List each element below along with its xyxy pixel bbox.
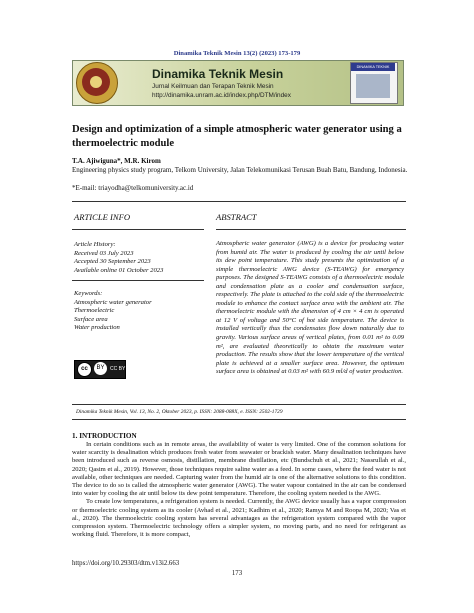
footer-divider: [72, 419, 406, 420]
banner-title: Dinamika Teknik Mesin: [152, 67, 284, 81]
banner-url[interactable]: http://dinamika.unram.ac.id/index.php/DTM/index: [152, 92, 291, 99]
available-date: Available online 01 October 2023: [74, 266, 164, 274]
issn-reference: Dinamika Teknik Mesin, Vol. 13, No. 2, Oktober 2023, p. ISSN: 2088-088X, e. ISSN: 2502-1729: [76, 409, 283, 415]
page-number: 173: [231, 570, 243, 577]
introduction-body: [72, 441, 406, 539]
cover-label: DINAMIKA TEKNIK: [356, 65, 390, 69]
paper-title: Design and optimization of a simple atmospheric water generator using a thermoelectric module: [72, 124, 402, 149]
keywords-label: Keywords:: [74, 290, 103, 297]
abstract-text: Atmospheric water generator (AWG) is a device for producing water from humid air. The water is produced by cooling the air until below its dew point temperature. This study presents the optimization of a simple thermoelectric AWG device (S-TEAWG) for emergency purposes. The designed S-TEAWG consists of a thermoelectric module and condensation plate as a cooler and condensation surface, respectively. The plate is attached to the cold side of the thermoelectric module to enhance the contact surface area with the ambient air. The thermoelectric module with the dimension of 4 cm × 4 cm is operated at 12 V of voltage and 50°C of hot side temperature. The device is installed vertically thus the condensates flow down naturally due to gravity. Various surface areas of vertical plates, from 0.01 m² to 0.09 m², are evaluated theoretically to obtain the maximum water production. The results show that the lower temperature of the vertical plate is achieved at a smaller surface area. However, the optimum surface area is obtained at 0.03 m² with 60.9 ml/d of water production.: [216, 240, 404, 376]
intro-paragraph: To create low temperatures, a refrigeration system is needed. Currently, the AWG device usually has a vapor compression or thermoelectric cooling system as its cooler (Avhad et al., 2021; Kadhim et al., 2020; Ramya M and Roopa M, 2020; Vas et al., 2020). The thermoelectric cooling system has several advantages as the refrigeration system compared with the vapor compression system. Thermoelectric technology offers a simpler system, no moving parts, and no need for refrigerant as working fluid. Therefore, it is more compact,: [72, 498, 406, 539]
top-divider: [72, 201, 406, 202]
abstract-divider: [216, 229, 406, 230]
paper-authors: T.A. Ajiwiguna*, M.R. Kirom: [72, 157, 161, 165]
logo-center: [90, 76, 102, 88]
cc-icon: cc: [77, 362, 92, 377]
received-date: Received 03 July 2023: [74, 249, 134, 257]
author-affiliation: Engineering physics study program, Telkom University, Jalan Telekomunikasi Terusan Buah Batu, Bandung, Indonesia.: [72, 166, 408, 174]
article-history: [74, 241, 163, 275]
by-attribution-icon: BY: [94, 362, 107, 375]
cc-license-label: CC BY: [110, 366, 126, 372]
introduction-heading: 1. INTRODUCTION: [72, 432, 137, 440]
accepted-date: Accepted 30 September 2023: [74, 258, 151, 265]
history-label: Article History:: [74, 241, 116, 248]
keyword-item: Thermoelectric: [74, 307, 115, 314]
banner-subtitle: Jurnal Keilmuan dan Terapan Teknik Mesin: [152, 83, 274, 90]
info-divider: [72, 229, 204, 230]
history-divider: [72, 280, 204, 281]
keyword-item: Atmospheric water generator: [74, 298, 152, 306]
abstract-heading: ABSTRACT: [216, 212, 257, 222]
journal-reference: Dinamika Teknik Mesin 13(2) (2023) 173-179: [173, 50, 301, 57]
article-info-heading: ARTICLE INFO: [74, 212, 131, 222]
author-email[interactable]: *E-mail: triayodha@telkomuniversity.ac.id: [72, 184, 194, 192]
keyword-item: Surface area: [74, 315, 108, 323]
keywords: [74, 290, 152, 333]
abstract-bottom-divider: [72, 404, 406, 405]
keyword-item: Water production: [74, 324, 120, 331]
intro-paragraph: In certain conditions such as in remote areas, the availability of water is very limited. One of the common solutions for water scarcity is desalination which produces fresh water from seawater or brackish water. Many desalination techniques have been introduced such as reverse osmosis, distillation, membrane distillation, etc (Bundschuh et al., 2021; Nassrullah et al., 2020; Qasim et al., 2019). However, those techniques require saline water as a feed. In some cases, where the feed water is not available, other techniques are needed. Capturing water from the humid air is one of the alternative solutions to this condition. The device to do so is called the atmospheric water generator (AWG). The water vapour contained in the air can be condensed into water by cooling the air until below its dew point temperature. Therefore, the cooling system needed is the AWG.: [72, 441, 406, 498]
doi-link[interactable]: https://doi.org/10.29303/dtm.v13i2.663: [72, 560, 180, 567]
cover-image: [356, 74, 390, 98]
